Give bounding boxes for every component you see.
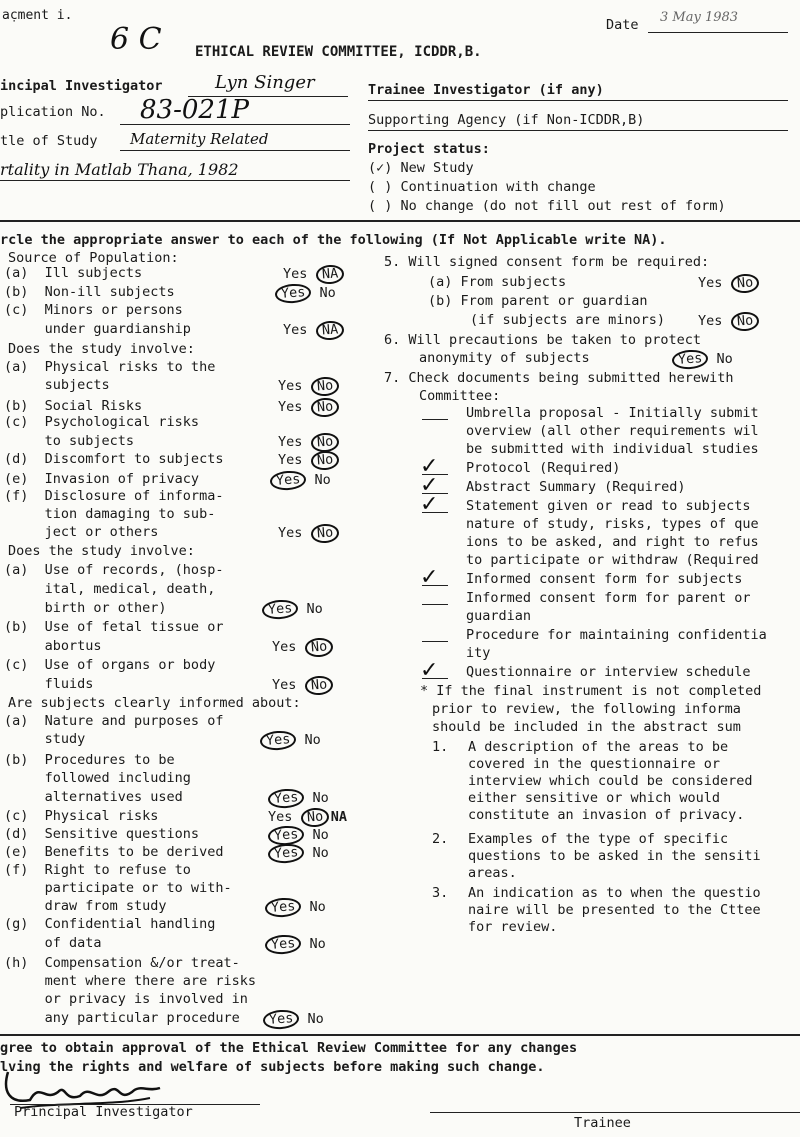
left-question-text: (b) Non-ill subjects bbox=[4, 284, 175, 300]
handwritten-number: 6 C bbox=[110, 22, 162, 57]
q6-label-2: anonymity of subjects bbox=[419, 350, 590, 366]
yes-no-answer bbox=[270, 471, 331, 490]
left-question-text: ment where there are risks bbox=[4, 973, 256, 989]
answer-yes: Yes bbox=[261, 599, 299, 620]
document-item-text: Abstract Summary (Required) bbox=[466, 479, 686, 495]
answer-yes: Yes bbox=[269, 470, 307, 491]
answer-no: No bbox=[306, 601, 323, 617]
answer-no: No bbox=[307, 1011, 324, 1027]
footnote-item-text: Examples of the type of specific bbox=[468, 831, 729, 847]
yes-no-answer bbox=[283, 265, 344, 284]
trainee-label: Trainee Investigator (if any) bbox=[368, 82, 604, 98]
yes-no-answer bbox=[268, 844, 329, 863]
date-value: 3 May 1983 bbox=[660, 10, 739, 25]
left-question-text: (a) Physical risks to the bbox=[4, 359, 216, 375]
left-question-text: (f) Disclosure of informa- bbox=[4, 488, 224, 504]
answer-no: No bbox=[309, 936, 326, 952]
document-item-text: Protocol (Required) bbox=[466, 460, 621, 476]
answer-yes: Yes bbox=[278, 378, 303, 394]
footnote-item-text: constitute an invasion of privacy. bbox=[468, 807, 745, 823]
left-question-text: (b) Procedures to be bbox=[4, 752, 175, 768]
answer-no: No bbox=[310, 523, 340, 544]
document-check-line bbox=[422, 641, 448, 642]
status-option-continuation: ( ) Continuation with change bbox=[368, 179, 596, 195]
status-option-new: (✓) New Study bbox=[368, 160, 474, 176]
checkmark-icon: ✓ bbox=[420, 565, 439, 590]
left-question-text: (c) Psychological risks bbox=[4, 414, 200, 430]
yes-no-answer bbox=[268, 789, 329, 808]
yes-no-answer bbox=[260, 731, 321, 750]
left-question-text: subjects bbox=[4, 377, 110, 393]
document-item-text: nature of study, risks, types of que bbox=[466, 516, 759, 532]
answer-no: No bbox=[309, 899, 326, 915]
left-question-text: (f) Right to refuse to bbox=[4, 862, 191, 878]
answer-no: No bbox=[312, 790, 329, 806]
footnote-intro-2: prior to review, the following informa bbox=[432, 701, 741, 717]
trainee-signature-label: Trainee bbox=[574, 1115, 631, 1131]
yes-no-answer bbox=[268, 808, 347, 827]
left-question-text: any particular procedure bbox=[4, 1010, 240, 1026]
left-question-text: (a) Nature and purposes of bbox=[4, 713, 224, 729]
pi-signature-label: Principal Investigator bbox=[14, 1104, 193, 1120]
answer-no: No bbox=[310, 376, 340, 397]
document-check-line bbox=[422, 604, 448, 605]
yes-no-answer bbox=[278, 451, 339, 470]
document-check-line bbox=[422, 678, 448, 679]
left-question-text: (c) Use of organs or body bbox=[4, 657, 216, 673]
document-check-line bbox=[422, 512, 448, 513]
pi-value: Lyn Singer bbox=[215, 72, 315, 93]
answer-yes: Yes bbox=[278, 452, 303, 468]
footnote-item-text: interview which could be considered bbox=[468, 773, 753, 789]
yes-no-answer bbox=[263, 1010, 324, 1029]
answer-no: No bbox=[314, 472, 331, 488]
attachment-label: ac̣ment i. bbox=[2, 8, 73, 23]
document-check-line bbox=[422, 585, 448, 586]
answer-yes: Yes bbox=[264, 897, 302, 918]
yes-no-answer bbox=[278, 377, 339, 396]
footnote-item-number: 3. bbox=[432, 885, 449, 901]
title-label: tle of Study bbox=[0, 133, 98, 149]
yes-no-answer bbox=[278, 398, 339, 417]
yes-no-answer bbox=[275, 284, 336, 303]
checkmark-icon: ✓ bbox=[420, 454, 439, 479]
answer-no: No bbox=[310, 397, 340, 418]
left-question-text: study bbox=[4, 731, 86, 747]
left-question-text: (h) Compensation &/or treat- bbox=[4, 955, 240, 971]
document-item-text: ity bbox=[466, 645, 491, 661]
answer-yes: Yes bbox=[259, 730, 297, 751]
form-title: ETHICAL REVIEW COMMITTEE, ICDDR,B. bbox=[195, 44, 482, 60]
yes-no-answer bbox=[278, 524, 339, 543]
yes-no-answer bbox=[265, 935, 326, 954]
answer-yes: Yes bbox=[267, 788, 305, 809]
left-question-text: ject or others bbox=[4, 524, 159, 540]
left-question-text: followed including bbox=[4, 770, 191, 786]
answer-extra: NA bbox=[330, 809, 348, 825]
left-question-text: Does the study involve: bbox=[8, 543, 195, 559]
answer-no: No bbox=[319, 285, 336, 301]
answer-yes: Yes bbox=[278, 525, 303, 541]
q5b-text-2: (if subjects are minors) bbox=[470, 312, 666, 328]
q6-label-1: 6. Will precautions be taken to protect bbox=[384, 332, 701, 348]
document-item-text: to participate or withdraw (Required bbox=[466, 552, 759, 568]
agreement-line-2: lving the rights and welfare of subjects before making such change. bbox=[0, 1059, 545, 1075]
left-question-text: Source of Population: bbox=[8, 250, 179, 266]
left-question-text: of data bbox=[4, 935, 102, 951]
project-status-label: Project status: bbox=[368, 141, 490, 157]
answer-no: No bbox=[310, 450, 340, 471]
answer-no: NA bbox=[315, 264, 345, 285]
footnote-item-number: 2. bbox=[432, 831, 449, 847]
date-label: Date bbox=[606, 17, 639, 33]
left-question-text: (e) Invasion of privacy bbox=[4, 471, 200, 487]
left-question-text: (b) Social Risks bbox=[4, 398, 143, 414]
q7-label-2: Committee: bbox=[419, 388, 501, 404]
document-item-text: Procedure for maintaining confidentia bbox=[466, 627, 767, 643]
document-item-text: overview (all other requirements wil bbox=[466, 423, 759, 439]
answer-yes: Yes bbox=[278, 399, 303, 415]
footnote-item-text: areas. bbox=[468, 865, 517, 881]
yes-no-answer bbox=[268, 826, 329, 845]
yes-no-answer bbox=[265, 898, 326, 917]
answer-yes: Yes bbox=[274, 283, 312, 304]
footnote-item-text: A description of the areas to be bbox=[468, 739, 729, 755]
answer-no: No bbox=[312, 845, 329, 861]
answer-no: No bbox=[300, 807, 330, 828]
footnote-item-text: naire will be presented to the Cttee bbox=[468, 902, 761, 918]
title-value-1: Maternity Related bbox=[130, 130, 269, 148]
answer-yes: Yes bbox=[267, 843, 305, 864]
answer-yes: Yes bbox=[268, 809, 293, 825]
pi-label: incipal Investigator bbox=[0, 78, 163, 94]
left-question-text: or privacy is involved in bbox=[4, 991, 248, 1007]
yes-no-answer bbox=[272, 676, 333, 695]
left-question-text: (a) Ill subjects bbox=[4, 265, 143, 281]
footnote-item-number: 1. bbox=[432, 739, 449, 755]
answer-yes: Yes bbox=[272, 677, 297, 693]
footnote-item-text: An indication as to when the questio bbox=[468, 885, 761, 901]
answer-no: No bbox=[304, 732, 321, 748]
answer-yes: Yes bbox=[267, 825, 305, 846]
footnote-intro-1: * If the final instrument is not completed bbox=[420, 683, 762, 699]
left-question-text: Does the study involve: bbox=[8, 341, 195, 357]
left-question-text: to subjects bbox=[4, 433, 135, 449]
left-question-text: under guardianship bbox=[4, 321, 191, 337]
left-question-text: (e) Benefits to be derived bbox=[4, 844, 224, 860]
q5b-answer: Yes No bbox=[698, 312, 759, 331]
left-question-text: draw from study bbox=[4, 898, 167, 914]
answer-yes: Yes bbox=[278, 434, 303, 450]
left-question-text: abortus bbox=[4, 638, 102, 654]
left-question-text: (c) Minors or persons bbox=[4, 302, 183, 318]
left-question-text: ital, medical, death, bbox=[4, 581, 216, 597]
answer-yes: Yes bbox=[264, 934, 302, 955]
footnote-item-text: covered in the questionnaire or bbox=[468, 756, 720, 772]
q7-label-1: 7. Check documents being submitted herewith bbox=[384, 370, 734, 386]
left-question-text: (d) Discomfort to subjects bbox=[4, 451, 224, 467]
left-question-text: (c) Physical risks bbox=[4, 808, 159, 824]
application-value: 83-021P bbox=[140, 95, 249, 125]
answer-no: No bbox=[310, 432, 340, 453]
checkmark-icon: ✓ bbox=[420, 658, 439, 683]
title-value-2: rtality in Matlab Thana, 1982 bbox=[0, 160, 239, 179]
q5a-text: (a) From subjects bbox=[428, 274, 567, 290]
answer-no: No bbox=[304, 637, 334, 658]
document-item-text: be submitted with individual studies bbox=[466, 441, 759, 457]
document-item-text: ions to be asked, and right to refus bbox=[466, 534, 759, 550]
answer-yes: Yes bbox=[283, 322, 308, 338]
application-label: plication No. bbox=[0, 104, 106, 120]
answer-yes: Yes bbox=[283, 266, 308, 282]
q5-label: 5. Will signed consent form be required: bbox=[384, 254, 710, 270]
document-item-text: Questionnaire or interview schedule bbox=[466, 664, 751, 680]
instruction-text: rcle the appropriate answer to each of the following (If Not Applicable write NA). bbox=[0, 232, 667, 248]
left-question-text: participate or to with- bbox=[4, 880, 232, 896]
document-check-line bbox=[422, 419, 448, 420]
answer-yes: Yes bbox=[272, 639, 297, 655]
document-item-text: Umbrella proposal - Initially submit bbox=[466, 405, 759, 421]
q5a-answer: Yes No bbox=[698, 274, 759, 293]
yes-no-answer bbox=[272, 638, 333, 657]
left-question-text: (b) Use of fetal tissue or bbox=[4, 619, 224, 635]
document-item-text: Informed consent form for parent or bbox=[466, 590, 751, 606]
footnote-item-text: for review. bbox=[468, 919, 558, 935]
footnote-intro-3: should be included in the abstract sum bbox=[432, 719, 741, 735]
answer-no: No bbox=[312, 827, 329, 843]
left-question-text: Are subjects clearly informed about: bbox=[8, 695, 301, 711]
answer-yes: Yes bbox=[262, 1009, 300, 1030]
left-question-text: fluids bbox=[4, 676, 94, 692]
document-item-text: Statement given or read to subjects bbox=[466, 498, 751, 514]
footnote-item-text: questions to be asked in the sensiti bbox=[468, 848, 761, 864]
agreement-line-1: gree to obtain approval of the Ethical Review Committee for any changes bbox=[0, 1040, 578, 1056]
checkmark-icon: ✓ bbox=[420, 492, 439, 517]
agency-label: Supporting Agency (if Non-ICDDR,B) bbox=[368, 112, 645, 128]
yes-no-answer bbox=[283, 321, 344, 340]
answer-no: NA bbox=[315, 320, 345, 341]
left-question-text: (g) Confidential handling bbox=[4, 916, 216, 932]
document-item-text: Informed consent form for subjects bbox=[466, 571, 743, 587]
left-question-text: (d) Sensitive questions bbox=[4, 826, 200, 842]
footnote-item-text: either sensitive or which would bbox=[468, 790, 720, 806]
checkmark-icon: ✓ bbox=[420, 473, 439, 498]
status-option-no-change: ( ) No change (do not fill out rest of form) bbox=[368, 198, 726, 214]
yes-no-answer bbox=[278, 433, 339, 452]
q6-answer: Yes No bbox=[672, 350, 733, 369]
yes-no-answer bbox=[262, 600, 323, 619]
left-question-text: alternatives used bbox=[4, 789, 183, 805]
q5b-text-1: (b) From parent or guardian bbox=[428, 293, 648, 309]
left-question-text: tion damaging to sub- bbox=[4, 506, 216, 522]
answer-no: No bbox=[304, 675, 334, 696]
left-question-text: birth or other) bbox=[4, 600, 167, 616]
document-item-text: guardian bbox=[466, 608, 532, 624]
left-question-text: (a) Use of records, (hosp- bbox=[4, 562, 224, 578]
